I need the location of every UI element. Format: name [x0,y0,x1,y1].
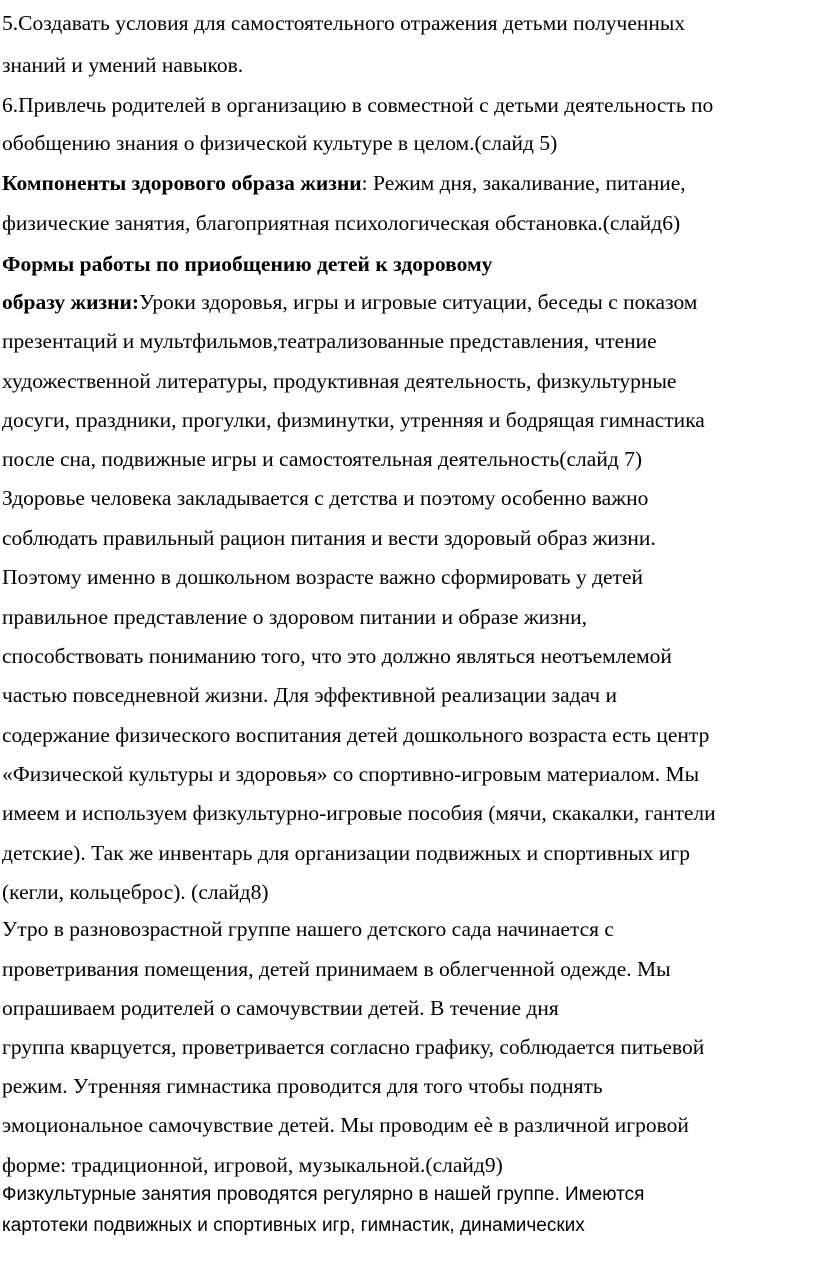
text-line: физические занятия, благоприятная психологическая обстановка.(слайд6) [2,211,681,235]
text-line: (кегли, кольцеброс). (слайд8) [2,880,269,904]
text-line: опрашиваем родителей о самочувствии детей. В течение дня [2,996,559,1020]
text-line: досуги, праздники, прогулки, физминутки, утренняя и бодрящая гимнастика [2,408,705,432]
text-line: содержание физического воспитания детей дошкольного возраста есть центр [2,723,710,747]
text-line: группа кварцуется, проветривается согласно графику, соблюдается питьевой [2,1035,705,1059]
text-line [2,254,492,276]
text-line: Физкультурные занятия проводятся регулярно в нашей группе. Имеются [2,1184,645,1205]
text-line: форме: традиционной, игровой, музыкальной.(слайд9) [2,1153,503,1177]
text-line: детские). Так же инвентарь для организации подвижных и спортивных игр [2,841,690,865]
bold-heading: образу жизни: [2,290,140,314]
bold-heading: Формы работы по приобщению детей к здоровому [2,252,493,276]
text-line: имеем и используем физкультурно-игровые пособия (мячи, скакалки, гантели [2,801,716,825]
text-line: картотеки подвижных и спортивных игр, гимнастик, динамических [2,1215,585,1236]
text-line: Здоровье человека закладывается с детства и поэтому особенно важно [2,486,649,510]
text-line: знаний и умений навыков. [2,53,244,77]
text-line: частью повседневной жизни. Для эффективной реализации задач и [2,683,617,707]
text-line: образу жизни:Уроки здоровья, игры и игровые ситуации, беседы с показом [2,290,698,314]
text-line: проветривания помещения, детей принимаем в облегченной одежде. Мы [2,957,671,981]
text-line: художественной литературы, продуктивная деятельность, физкультурные [2,369,677,393]
text-line: обобщению знания о физической культуре в целом.(слайд 5) [2,131,558,155]
text-line: Поэтому именно в дошкольном возрасте важно сформировать у детей [2,565,643,589]
text-line: способствовать пониманию того, что это должно являться неотъемлемой [2,644,672,668]
text-line: «Физической культуры и здоровья» со спортивно-игровым материалом. Мы [2,762,700,786]
text-line: режим. Утренняя гимнастика проводится для того чтобы поднять [2,1074,603,1098]
text-line: эмоциональное самочувствие детей. Мы проводим еѐ в различной игровой [2,1113,689,1137]
text-line: Утро в разновозрастной группе нашего детского сада начинается с [2,917,614,941]
text-line: 5.Создавать условия для самостоятельного отражения детьми полученных [2,11,686,35]
bold-heading: Компоненты здорового образа жизни [2,171,362,195]
text-line: соблюдать правильный рацион питания и вести здоровый образ жизни. [2,526,656,550]
text-line: 6.Привлечь родителей в организацию в совместной с детьми деятельность по [2,93,714,117]
text-line: презентаций и мультфильмов,театрализованные представления, чтение [2,329,657,353]
text-line: Компоненты здорового образа жизни: Режим дня, закаливание, питание, [2,171,686,195]
text-line: после сна, подвижные игры и самостоятельная деятельность(слайд 7) [2,447,643,471]
text-line: правильное представление о здоровом питании и образе жизни, [2,605,588,629]
